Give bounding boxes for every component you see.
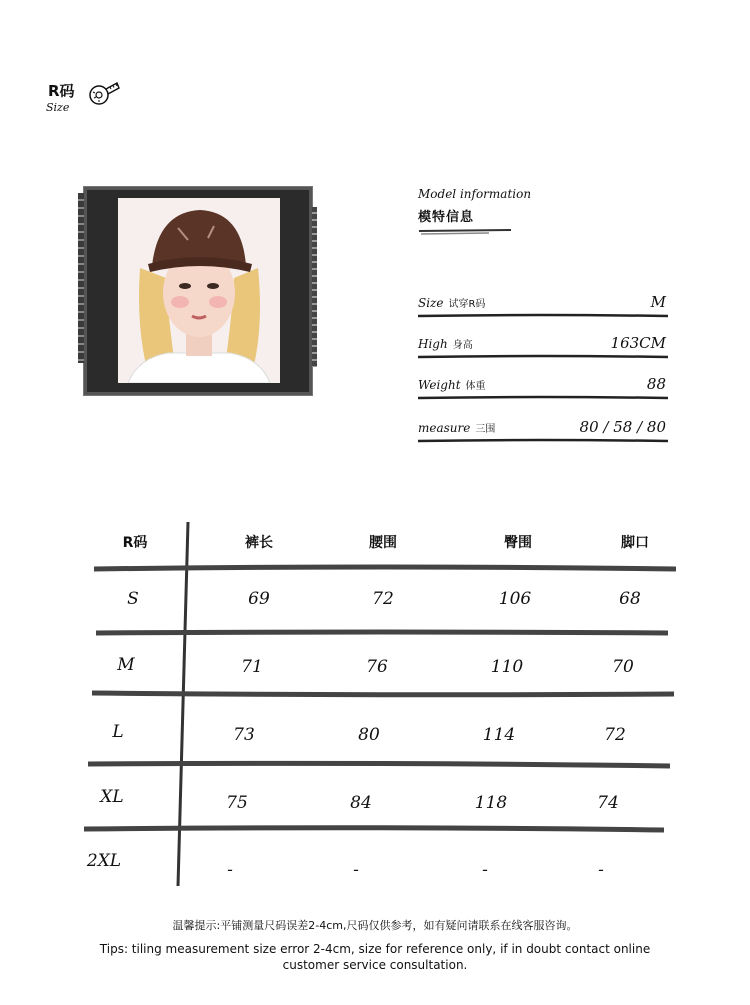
- row-size-s: S: [127, 589, 139, 609]
- header-hem: 脚口: [621, 535, 649, 551]
- table-row-divider: [84, 689, 676, 699]
- cell-hip: 118: [474, 793, 508, 813]
- height-value: 163CM: [610, 334, 666, 352]
- row-size-xl: XL: [100, 787, 124, 807]
- row-divider: [418, 395, 668, 401]
- table-row-divider: [84, 564, 676, 574]
- size-title-en: Size: [46, 101, 70, 114]
- title-underline: [419, 228, 511, 236]
- cell-length: 73: [233, 725, 255, 745]
- cell-hem: 74: [597, 793, 619, 813]
- cell-hem: -: [598, 860, 604, 880]
- cell-length: 71: [241, 657, 263, 677]
- row-divider: [418, 354, 668, 360]
- model-info-title-en: Model information: [418, 187, 532, 201]
- row-size-m: M: [117, 655, 135, 675]
- model-height-row: [418, 336, 668, 366]
- cell-waist: 80: [358, 725, 380, 745]
- size-title-cn: R码: [48, 82, 75, 100]
- header-length: 裤长: [245, 535, 273, 551]
- tip-note-en: Tips: tiling measurement size error 2-4cm, size for reference only, if in doubt contact online customer service consultation.: [99, 942, 651, 972]
- model-size-row: [418, 295, 668, 325]
- row-size-2xl: 2XL: [86, 851, 122, 871]
- measure-label-cn: 三围: [475, 424, 496, 435]
- table-row-divider: [84, 628, 676, 638]
- model-photo: [118, 198, 280, 383]
- cell-waist: 84: [350, 793, 372, 813]
- table-row-divider: [84, 760, 676, 770]
- tip-note-cn: 温馨提示:平铺测量尺码误差2-4cm,尺码仅供参考，如有疑问请联系在线客服咨询。: [172, 919, 578, 932]
- model-measure-row: [418, 420, 668, 450]
- height-label-en: High: [418, 337, 448, 351]
- cell-hem: 70: [612, 657, 634, 677]
- row-size-l: L: [112, 722, 124, 742]
- measure-label-en: measure: [418, 421, 471, 435]
- cell-waist: 72: [372, 589, 394, 609]
- size-label-cn: 试穿R码: [448, 299, 486, 310]
- model-info-title-cn: 模特信息: [418, 210, 475, 225]
- cell-length: -: [227, 860, 233, 880]
- weight-label-en: Weight: [418, 378, 461, 392]
- cell-hem: 68: [619, 589, 641, 609]
- cell-waist: -: [353, 860, 359, 880]
- row-divider: [418, 313, 668, 319]
- measuring-tape-icon: [86, 80, 120, 106]
- weight-value: 88: [646, 375, 666, 393]
- table-row-divider: [84, 824, 676, 834]
- size-label-en: Size: [418, 296, 444, 310]
- cell-hip: 106: [498, 589, 532, 609]
- size-value: M: [650, 293, 666, 311]
- row-divider: [418, 438, 668, 444]
- model-weight-row: [418, 377, 668, 407]
- cell-hip: -: [482, 860, 488, 880]
- cell-hip: 114: [482, 725, 516, 745]
- header-waist: 腰围: [369, 535, 397, 551]
- cell-waist: 76: [366, 657, 388, 677]
- height-label-cn: 身高: [452, 340, 473, 351]
- measure-value: 80 / 58 / 80: [579, 418, 666, 436]
- weight-label-cn: 体重: [465, 381, 486, 392]
- header-hip: 臀围: [504, 535, 532, 551]
- cell-length: 69: [248, 589, 270, 609]
- cell-hem: 72: [604, 725, 626, 745]
- cell-length: 75: [226, 793, 248, 813]
- header-size: R码: [122, 535, 148, 551]
- cell-hip: 110: [490, 657, 524, 677]
